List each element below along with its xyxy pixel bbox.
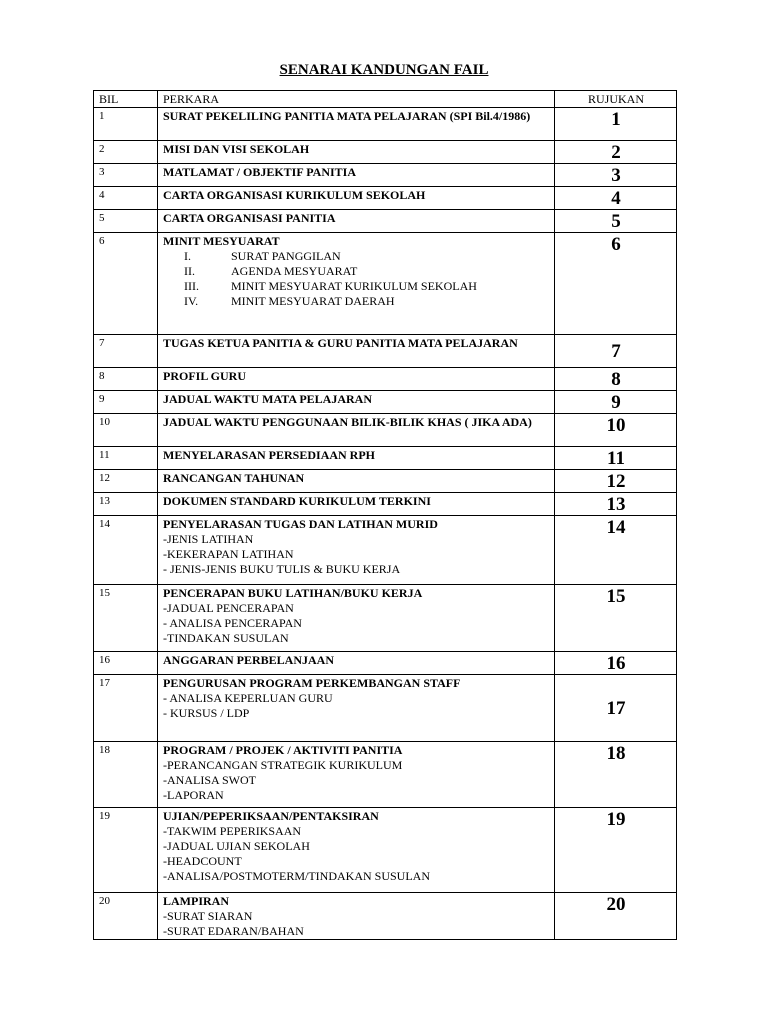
header-perkara: PERKARA (158, 91, 555, 108)
roman-text: MINIT MESYUARAT DAERAH (231, 294, 395, 308)
row-perkara (158, 335, 555, 368)
roman-item (163, 264, 550, 279)
row-title: PROGRAM / PROJEK / AKTIVITI PANITIA (163, 743, 403, 757)
sub-item: -SURAT EDARAN/BAHAN (163, 924, 304, 938)
row-title: PENYELARASAN TUGAS DAN LATIHAN MURID (163, 517, 438, 531)
table-row (94, 108, 677, 141)
row-rujukan: 5 (555, 210, 677, 233)
row-title: MATLAMAT / OBJEKTIF PANITIA (163, 165, 357, 179)
row-rujukan: 1 (555, 108, 677, 141)
sub-item: -HEADCOUNT (163, 854, 242, 868)
row-bil: 14 (94, 516, 158, 585)
row-rujukan: 15 (555, 585, 677, 652)
row-bil: 1 (94, 108, 158, 141)
sub-item: -ANALISA/POSTMOTERM/TINDAKAN SUSULAN (163, 869, 431, 883)
row-rujukan: 10 (555, 414, 677, 447)
row-perkara (158, 108, 555, 141)
row-rujukan: 4 (555, 187, 677, 210)
row-title: ANGGARAN PERBELANJAAN (163, 653, 335, 667)
sub-item: - JENIS-JENIS BUKU TULIS & BUKU KERJA (163, 562, 401, 576)
sub-item: - KURSUS / LDP (163, 706, 250, 720)
row-bil: 8 (94, 368, 158, 391)
sub-item: -PERANCANGAN STRATEGIK KURIKULUM (163, 758, 403, 772)
sub-item: - ANALISA PENCERAPAN (163, 616, 302, 630)
row-rujukan: 17 (555, 675, 677, 742)
document-title: SENARAI KANDUNGAN FAIL (279, 62, 489, 78)
row-title: CARTA ORGANISASI PANITIA (163, 211, 336, 225)
row-perkara (158, 893, 555, 940)
table-row (94, 585, 677, 652)
row-rujukan: 13 (555, 493, 677, 516)
sub-item: -JENIS LATIHAN (163, 532, 254, 546)
row-perkara (158, 516, 555, 585)
row-title: SURAT PEKELILING PANITIA MATA PELAJARAN (SPI Bil.4/1986) (163, 109, 531, 123)
roman-numeral: II. (184, 264, 195, 278)
table-row (94, 893, 677, 940)
row-bil: 12 (94, 470, 158, 493)
row-bil: 4 (94, 187, 158, 210)
row-title: PENCERAPAN BUKU LATIHAN/BUKU KERJA (163, 586, 423, 600)
row-bil: 19 (94, 808, 158, 893)
table-row (94, 141, 677, 164)
row-rujukan: 18 (555, 742, 677, 808)
row-rujukan: 11 (555, 447, 677, 470)
row-title: JADUAL WAKTU PENGGUNAAN BILIK-BILIK KHAS ( JIKA ADA) (163, 415, 532, 429)
row-perkara (158, 164, 555, 187)
row-perkara (158, 742, 555, 808)
roman-numeral: I. (184, 249, 191, 263)
table-row (94, 742, 677, 808)
row-perkara (158, 368, 555, 391)
sub-item: -TAKWIM PEPERIKSAAN (163, 824, 302, 838)
row-bil: 16 (94, 652, 158, 675)
row-perkara (158, 233, 555, 335)
table-row (94, 164, 677, 187)
sub-item: -ANALISA SWOT (163, 773, 256, 787)
row-bil: 18 (94, 742, 158, 808)
sub-item: -KEKERAPAN LATIHAN (163, 547, 294, 561)
table-row (94, 187, 677, 210)
roman-numeral: III. (184, 279, 199, 293)
row-title: JADUAL WAKTU MATA PELAJARAN (163, 392, 373, 406)
row-perkara (158, 447, 555, 470)
row-perkara (158, 141, 555, 164)
table-row (94, 335, 677, 368)
table-row (94, 516, 677, 585)
row-title: UJIAN/PEPERIKSAAN/PENTAKSIRAN (163, 809, 379, 823)
row-rujukan: 8 (555, 368, 677, 391)
row-perkara (158, 391, 555, 414)
row-title: PENGURUSAN PROGRAM PERKEMBANGAN STAFF (163, 676, 461, 690)
row-bil: 13 (94, 493, 158, 516)
row-bil: 6 (94, 233, 158, 335)
row-rujukan: 3 (555, 164, 677, 187)
row-title: RANCANGAN TAHUNAN (163, 471, 305, 485)
row-perkara (158, 585, 555, 652)
roman-item (163, 294, 550, 309)
row-title: TUGAS KETUA PANITIA & GURU PANITIA MATA PELAJARAN (163, 336, 518, 350)
sub-item: -TINDAKAN SUSULAN (163, 631, 289, 645)
table-row (94, 210, 677, 233)
row-perkara (158, 808, 555, 893)
row-rujukan: 16 (555, 652, 677, 675)
table-row (94, 808, 677, 893)
table-row (94, 447, 677, 470)
row-title: MISI DAN VISI SEKOLAH (163, 142, 310, 156)
row-bil: 3 (94, 164, 158, 187)
row-title: MINIT MESYUARAT (163, 234, 280, 248)
row-bil: 5 (94, 210, 158, 233)
header-rujukan: RUJUKAN (555, 91, 677, 108)
table-row (94, 493, 677, 516)
roman-text: SURAT PANGGILAN (231, 249, 341, 263)
sub-item: -JADUAL PENCERAPAN (163, 601, 294, 615)
row-perkara (158, 652, 555, 675)
row-bil: 20 (94, 893, 158, 940)
roman-item (163, 279, 550, 294)
roman-text: MINIT MESYUARAT KURIKULUM SEKOLAH (231, 279, 477, 293)
row-title: PROFIL GURU (163, 369, 247, 383)
table-row (94, 652, 677, 675)
row-perkara (158, 675, 555, 742)
contents-table (93, 90, 677, 940)
sub-item: -SURAT SIARAN (163, 909, 253, 923)
row-rujukan: 7 (555, 335, 677, 368)
table-row (94, 233, 677, 335)
row-rujukan: 20 (555, 893, 677, 940)
row-perkara (158, 493, 555, 516)
table-row (94, 414, 677, 447)
row-rujukan: 6 (555, 233, 677, 335)
row-bil: 9 (94, 391, 158, 414)
row-perkara (158, 187, 555, 210)
row-perkara (158, 210, 555, 233)
roman-numeral: IV. (184, 294, 199, 308)
row-bil: 17 (94, 675, 158, 742)
row-title: CARTA ORGANISASI KURIKULUM SEKOLAH (163, 188, 426, 202)
row-title: LAMPIRAN (163, 894, 229, 908)
sub-item: -LAPORAN (163, 788, 224, 802)
table-row (94, 470, 677, 493)
table-row (94, 675, 677, 742)
roman-text: AGENDA MESYUARAT (231, 264, 358, 278)
table-row (94, 391, 677, 414)
row-title: MENYELARASAN PERSEDIAAN RPH (163, 448, 376, 462)
header-bil: BIL (94, 91, 158, 108)
row-bil: 11 (94, 447, 158, 470)
sub-item: -JADUAL UJIAN SEKOLAH (163, 839, 310, 853)
row-bil: 10 (94, 414, 158, 447)
row-title: DOKUMEN STANDARD KURIKULUM TERKINI (163, 494, 431, 508)
row-bil: 7 (94, 335, 158, 368)
roman-item (163, 249, 550, 264)
row-perkara (158, 414, 555, 447)
sub-item: - ANALISA KEPERLUAN GURU (163, 691, 333, 705)
row-rujukan: 9 (555, 391, 677, 414)
row-bil: 15 (94, 585, 158, 652)
row-rujukan: 2 (555, 141, 677, 164)
row-rujukan: 12 (555, 470, 677, 493)
row-bil: 2 (94, 141, 158, 164)
row-perkara (158, 470, 555, 493)
row-rujukan: 14 (555, 516, 677, 585)
row-rujukan: 19 (555, 808, 677, 893)
table-row (94, 368, 677, 391)
header-row (94, 91, 677, 108)
